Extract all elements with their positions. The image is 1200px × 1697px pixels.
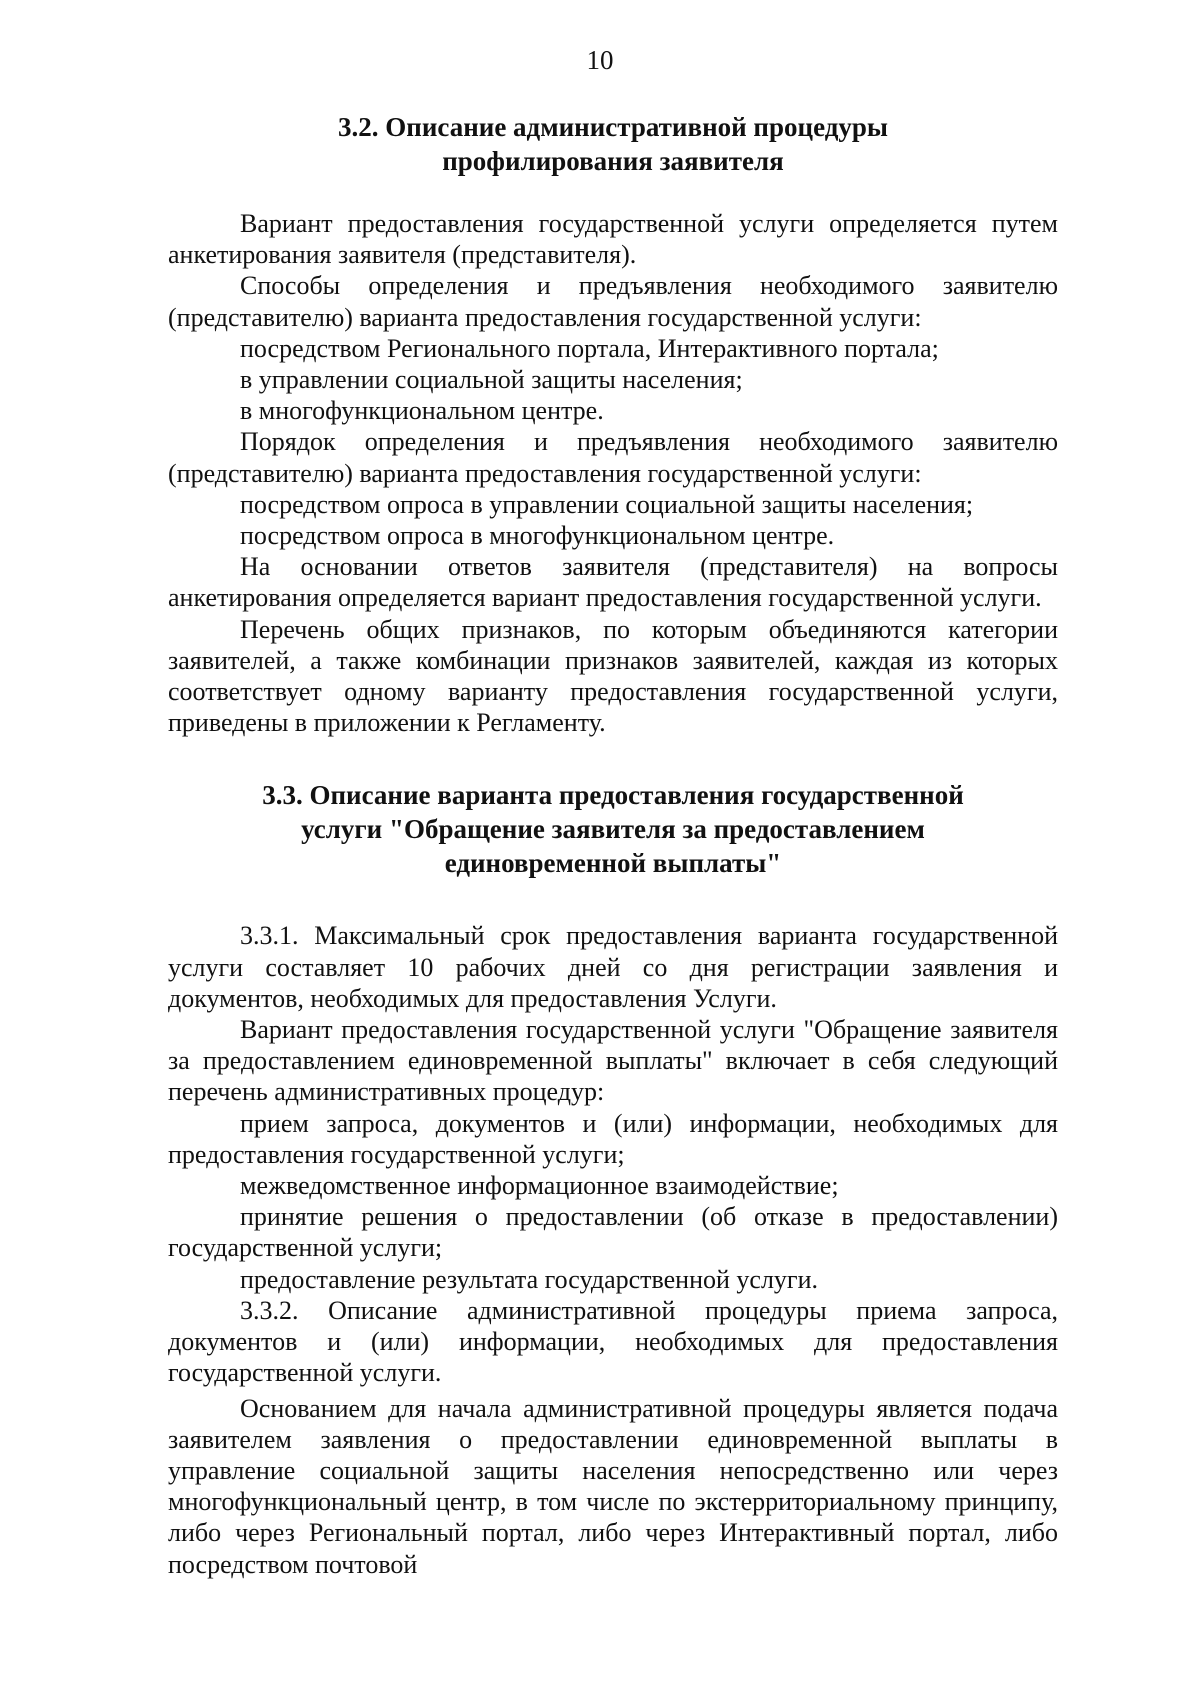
paragraph: Перечень общих признаков, по которым объединяются категории заявителей, а также комбинации признаков заявителей, каждая из которых соответствует одному варианту предоставления государственной услуги, приведены в приложении к Регламенту. — [168, 614, 1058, 738]
section-3-3-title-line: 3.3. Описание варианта предоставления государственной — [262, 780, 964, 811]
paragraph: 3.3.1. Максимальный срок предоставления варианта государственной услуги составляет 10 рабочих дней со дня регистрации заявления и документов, необходимых для предоставления Услуги. — [168, 921, 1058, 1013]
page-number: 10 — [586, 45, 614, 75]
paragraph: Вариант предоставления государственной услуги определяется путем анкетирования заявителя (представителя). — [168, 209, 1058, 270]
section-3-3-title — [168, 778, 1058, 880]
paragraph: 3.3.2. Описание административной процедуры приема запроса, документов и (или) информации, необходимых для предоставления государственной услуги. — [168, 1295, 1058, 1388]
list-item: принятие решения о предоставлении (об отказе в предоставлении) государственной услуги; — [168, 1202, 1058, 1263]
list-item: прием запроса, документов и (или) информации, необходимых для предоставления государственной услуги; — [168, 1108, 1058, 1169]
paragraph: Способы определения и предъявления необходимого заявителю (представителю) варианта предоставления государственной услуги: — [168, 271, 1058, 332]
section-3-3-title-line: единовременной выплаты" — [444, 848, 782, 879]
section-3-2-title — [168, 110, 1058, 178]
paragraph: Вариант предоставления государственной услуги "Обращение заявителя за предоставлением единовременной выплаты" включает в себя следующий перечень административных процедур: — [168, 1015, 1058, 1107]
list-item: посредством опроса в управлении социальной защиты населения; — [240, 489, 974, 519]
list-item: посредством опроса в многофункциональном центре. — [240, 521, 835, 551]
paragraph: На основании ответов заявителя (представителя) на вопросы анкетирования определяется вариант предоставления государственной услуги. — [168, 552, 1058, 613]
paragraph: Порядок определения и предъявления необходимого заявителю (представителю) варианта предоставления государственной услуги: — [168, 427, 1058, 488]
list-item: межведомственное информационное взаимодействие; — [240, 1171, 839, 1201]
section-3-3-title-line: услуги "Обращение заявителя за предоставлением — [301, 814, 925, 845]
list-item: в многофункциональном центре. — [240, 396, 604, 426]
list-item: посредством Регионального портала, Интерактивного портала; — [240, 333, 939, 363]
section-3-2-title-line: профилирования заявителя — [442, 146, 784, 176]
list-item: в управлении социальной защиты населения; — [240, 365, 743, 395]
page-content — [168, 110, 1058, 1580]
section-3-2-title-line: 3.2. Описание административной процедуры — [338, 112, 888, 142]
paragraph: Основанием для начала административной процедуры является подача заявителем заявления о предоставлении единовременной выплаты в управление социальной защиты населения непосредственно или через многофункциональный центр, в том числе по экстерриториальному принципу, либо через Региональный портал, либо через Интерактивный портал, либо посредством почтовой — [168, 1393, 1058, 1579]
list-item: предоставление результата государственной услуги. — [240, 1264, 819, 1294]
